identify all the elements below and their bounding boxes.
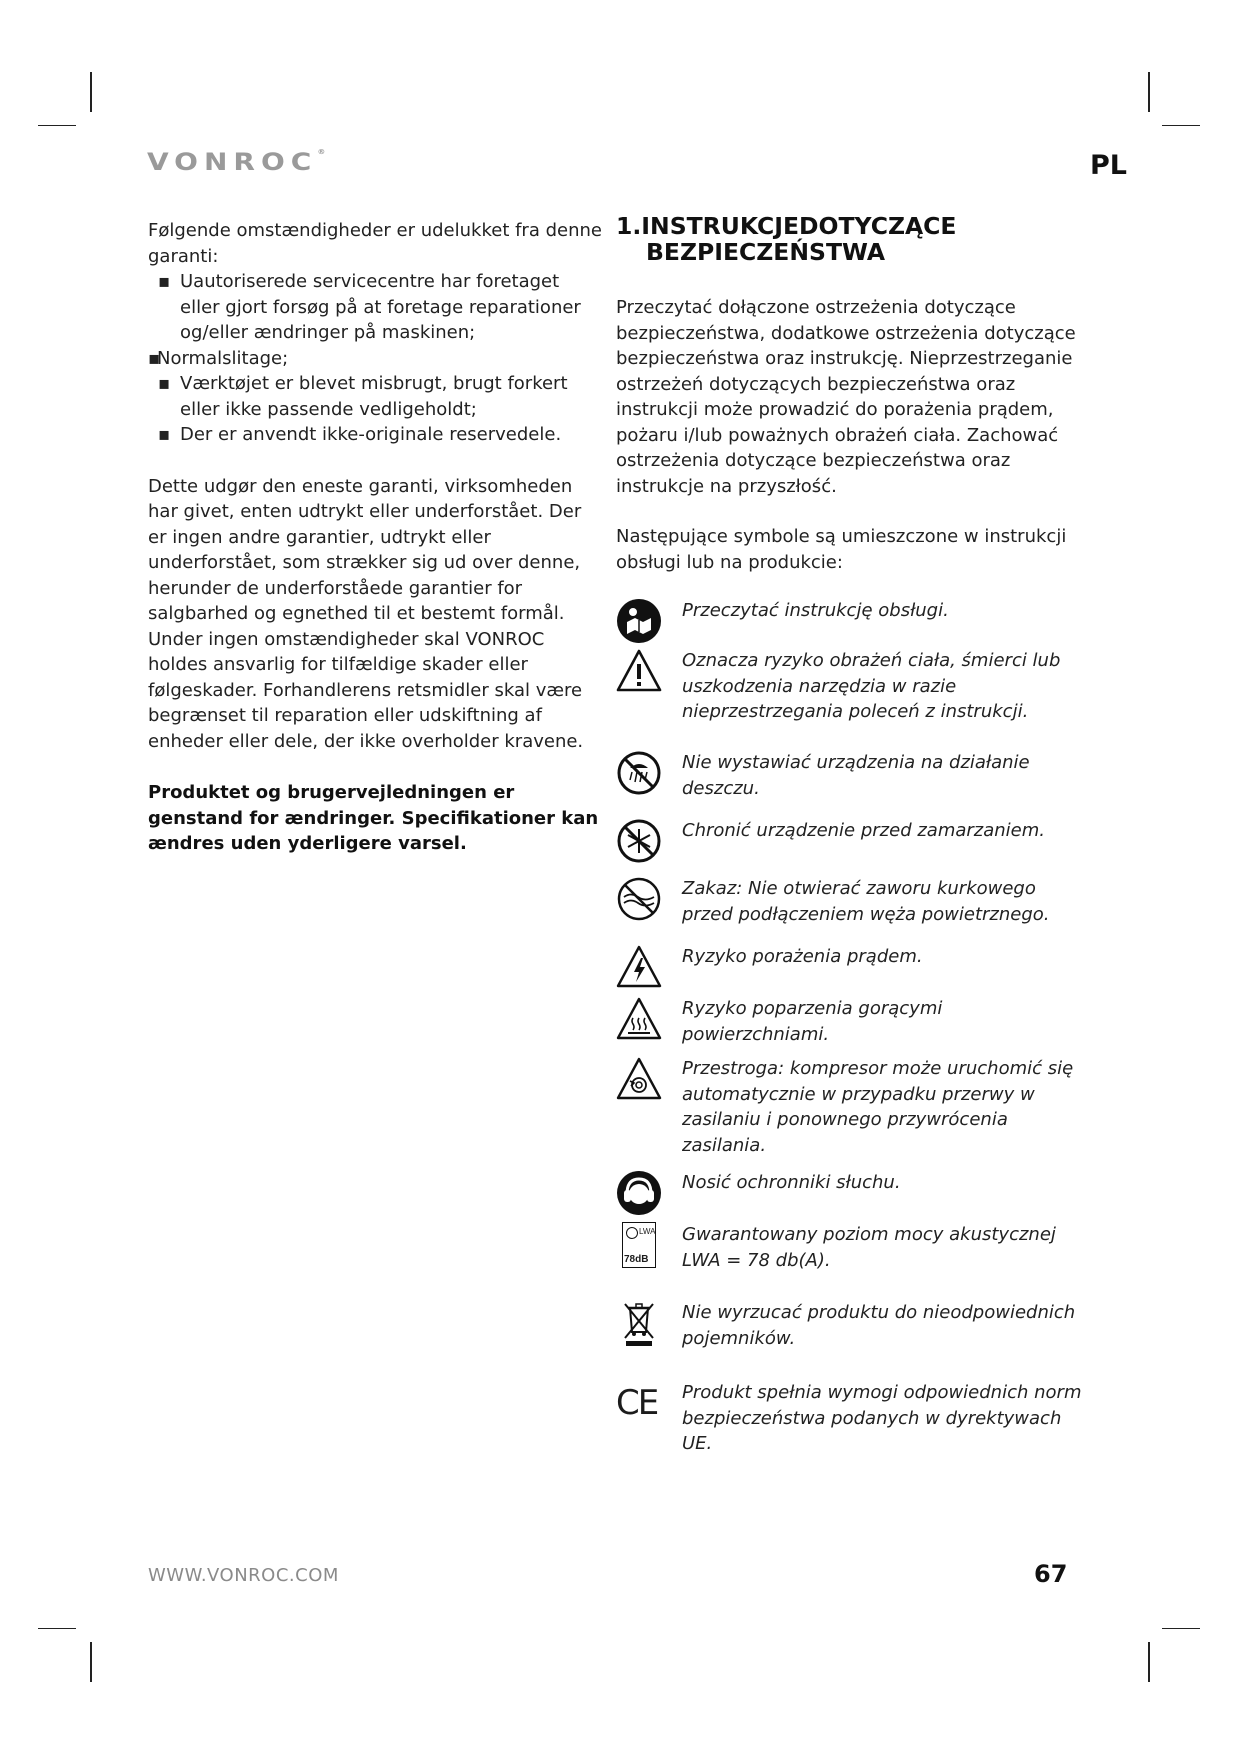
hot-surface-icon — [616, 996, 662, 1042]
language-code: PL — [1090, 150, 1127, 181]
safety-column — [616, 213, 1076, 575]
weee-bin-icon — [616, 1300, 662, 1346]
exclusions-intro: Følgende omstændigheder er udelukket fra denne garanti: — [148, 220, 602, 267]
list-item: ▪ Der er anvendt ikke-originale reservedele. — [158, 424, 562, 445]
electric-shock-icon — [616, 944, 662, 990]
no-frost-icon — [616, 818, 662, 864]
crop-mark — [1162, 125, 1200, 126]
sound-power-icon: LWA 78dB — [622, 1222, 656, 1268]
warranty-column — [148, 218, 603, 857]
warranty-paragraph: Dette udgør den eneste garanti, virksomheden har givet, enten udtrykt eller underforstået. Der er ingen andre garantier, udtrykt eller underforstået, som strækker sig ud over denne, herunder de underforståede garantier for salgbarhed og egnethed til et bestemt formål. Under ingen omstændigheder skal VONROC holdes ansvarlig for tilfældige skader eller følgeskader. Forhandlerens retsmidler skal være begrænset til reparation eller udskiftning af enheder eller dele, der ikke overholder kravene. — [148, 475, 584, 752]
crop-mark — [1162, 1628, 1200, 1629]
crop-mark — [1148, 72, 1150, 112]
list-item: ▪ Normalslitage; — [148, 347, 289, 369]
crop-mark — [90, 1642, 92, 1682]
safety-intro: Przeczytać dołączone ostrzeżenia dotyczące bezpieczeństwa, dodatkowe ostrzeżenia dotyczące bezpieczeństwa oraz instrukcję. Nieprzestrzeganie ostrzeżeń dotyczących bezpieczeństwa oraz instrukcji może prowadzić do porażenia prądem, pożaru i/lub poważnych obrażeń ciała. Zachować ostrzeżenia dotyczące bezpieczeństwa oraz instrukcje na przyszłość. Następujące symbole są umieszczone w instrukcji obsługi lub na produkcie: — [616, 295, 1076, 575]
brand-logo: VONROC® — [147, 148, 326, 177]
auto-start-icon — [616, 1056, 662, 1102]
read-manual-icon — [616, 598, 662, 644]
footer-url[interactable]: WWW.VONROC.COM — [148, 1565, 339, 1586]
list-item: ▪ Uautoriserede servicecentre har foretaget eller gjort forsøg på at foretage reparationer og/eller ændringer på maskinen; — [158, 271, 581, 343]
section-heading: 1.INSTRUKCJEDOTYCZĄCE BEZPIECZEŃSTWA — [616, 212, 957, 266]
page-number: 67 — [1034, 1560, 1068, 1588]
crop-mark — [38, 125, 76, 126]
ce-mark-icon: CE — [616, 1383, 658, 1423]
crop-mark — [38, 1628, 76, 1629]
symbols-intro: Następujące symbole są umieszczone w instrukcji obsługi lub na produkcie: — [616, 526, 1067, 573]
warning-exclamation-icon — [616, 648, 662, 694]
hearing-protection-icon — [616, 1170, 662, 1216]
no-open-valve-icon — [616, 876, 662, 922]
crop-mark — [90, 72, 92, 112]
manual-page: VONROC® PL Følgende omstændigheder er udelukket fra denne garanti: ▪ Uautoriserede servicecentre har foretaget eller gjort forsøg på at foretage reparationer og/eller ændringer på maskinen; ▪ Normalslitage; ▪ Værktøjet er blevet misbrugt, brugt forkert eller ikke passende vedligeholdt; ▪ Der er anvendt ikke-originale reservedele. Dette udgør den eneste garanti, virksomheden har givet, enten udtrykt eller underforstået. Der er ingen andre garantier, udtrykt eller underforstået, som strækker sig ud over denne, herunder de underforståede garantier for salgbarhed og egnethed til et bestemt formål. Under ingen omstændigheder skal VONROC holdes ansvarlig for tilfældige skader eller følgeskader. Forhandlerens retsmidler skal være begrænset til reparation eller udskiftning af enheder eller dele, der ikke overholder kravene. Produktet og brugervejledningen er genstand for ændringer. Specifikationer kan ændres uden yderligere varsel. 1.INSTRUKCJEDOTYCZĄCE BEZPIECZEŃSTWA Przeczytać dołączone ostrzeżenia dotyczące bezpieczeństwa, dodatkowe ostrzeżenia dotyczące bezpieczeństwa oraz instrukcję. Nieprzestrzeganie ostrzeżeń dotyczących bezpieczeństwa oraz instrukcji może prowadzić do porażenia prądem, pożaru i/lub poważnych obrażeń ciała. Zachować ostrzeżenia dotyczące bezpieczeństwa oraz instrukcje na przyszłość. Następujące symbole są umieszczone w instrukcji obsługi lub na produkcie: Przeczytać instrukcję obsługi. Oznacza ryzyko obrażeń ciała, śmierci lub uszkodzenia narzędzia w razie nieprzestrzegania poleceń z instrukcji. Nie wystawiać urządzenia na działanie deszczu. Chronić urządzenie przed zamarzaniem. Zakaz: Nie otwierać zaworu kurkowego przed podłączeniem węża powietrznego. Ryzyko porażenia prądem. Ryzyko poparzenia gorącymi powierzchniami. Przestroga: kompresor może uruchomić się automatycznie w przypadku przerwy w zasilaniu i ponownego przywrócenia zasilania. Nosić ochronniki słuchu. LWA 78dB Gwarantowany poziom mocy akustycznej LWA = 78 db(A). Nie wyrzucać produktu do nieodpowiednich pojemników. CE Produkt spełnia wymogi odpowiednich norm bezpieczeństwa podanych w dyrektywach UE. WWW.VONROC.COM 67 — [0, 0, 1241, 1754]
crop-mark — [1148, 1642, 1150, 1682]
list-item: ▪ Værktøjet er blevet misbrugt, brugt forkert eller ikke passende vedligeholdt; — [158, 373, 568, 420]
change-notice: Produktet og brugervejledningen er genstand for ændringer. Specifikationer kan ændres uden yderligere varsel. — [148, 782, 599, 854]
no-rain-icon — [616, 750, 662, 796]
